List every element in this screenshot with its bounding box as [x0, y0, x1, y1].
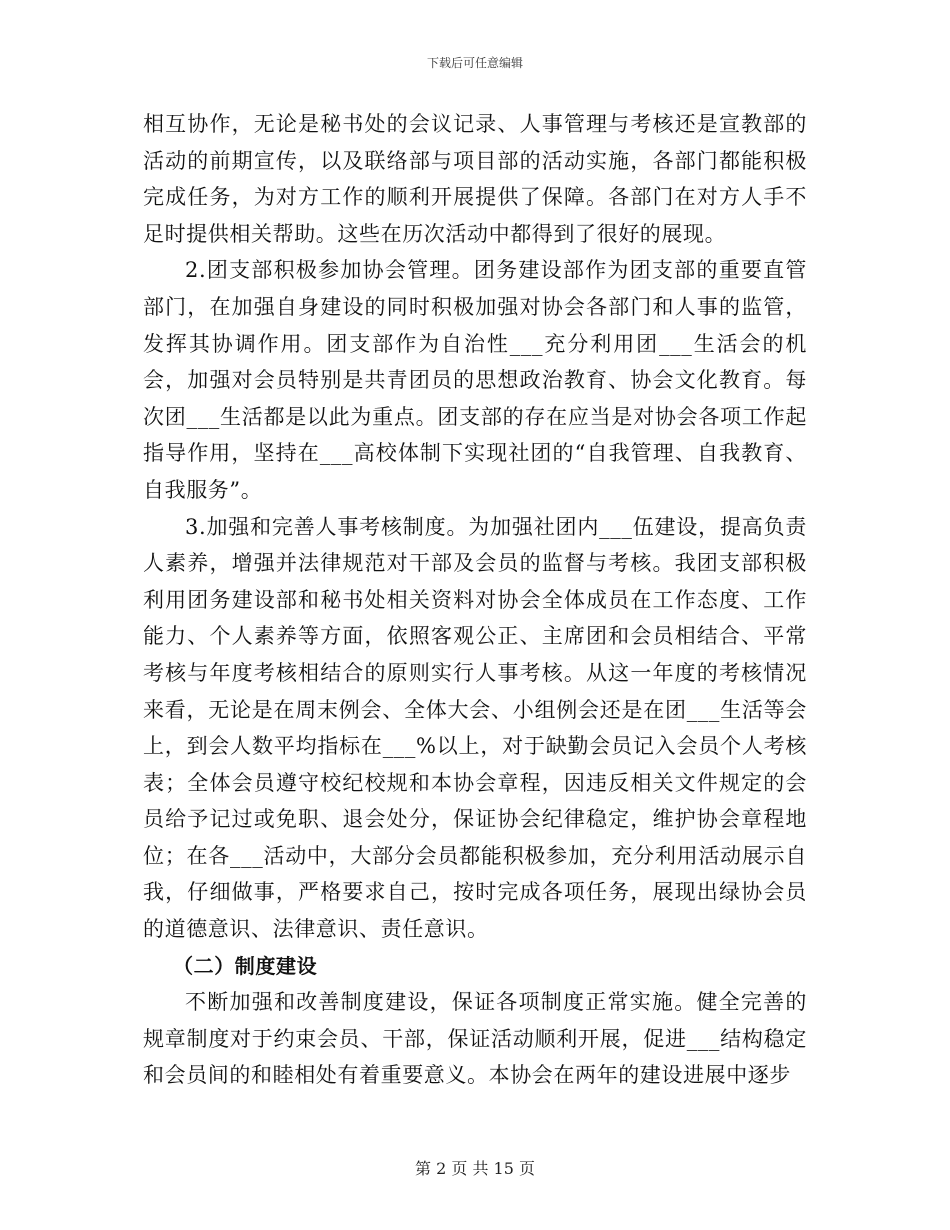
- paragraph-personnel-assessment: 3.加强和完善人事考核制度。为加强社团内___伍建设，提高负责人素养，增强并法律规范对干部及会员的监督与考核。我团支部积极利用团务建设部和秘书处相关资料对协会全体成员在工作态度、工作能力、个人素养等方面，依照客观公正、主席团和会员相结合、平常考核与年度考核相结合的原则实行人事考核。从这一年度的考核情况来看，无论是在周末例会、全体大会、小组例会还是在团___生活等会上，到会人数平均指标在___%以上，对于缺勤会员记入会员个人考核表；全体会员遵守校纪校规和本协会章程，因违反相关文件规定的会员给予记过或免职、退会处分，保证协会纪律稳定，维护协会章程地位；在各___活动中，大部分会员都能积极参加，充分利用活动展示自我，仔细做事，严格要求自己，按时完成各项任务，展现出绿协会员的道德意识、法律意识、责任意识。: [143, 514, 807, 942]
- section-heading-system-building: （二）制度建设: [173, 953, 318, 978]
- document-body: [143, 106, 807, 1094]
- paragraph-system-building: 不断加强和改善制度建设，保证各项制度正常实施。健全完善的规章制度对于约束会员、干部，保证活动顺利开展，促进___结构稳定和会员间的和睦相处有着重要意义。本协会在两年的建设进展中逐步: [143, 990, 807, 1088]
- paragraph-continuation: 相互协作，无论是秘书处的会议记录、人事管理与考核还是宣教部的活动的前期宣传，以及联络部与项目部的活动实施，各部门都能积极完成任务，为对方工作的顺利开展提供了保障。各部门在对方人手不足时提供相关帮助。这些在历次活动中都得到了很好的展现。: [143, 112, 807, 246]
- paragraph-league-branch: 2.团支部积极参加协会管理。团务建设部作为团支部的重要直管部门，在加强自身建设的同时积极加强对协会各部门和人事的监管，发挥其协调作用。团支部作为自治性___充分利用团___生活会的机会，加强对会员特别是共青团员的思想政治教育、协会文化教育。每次团___生活都是以此为重点。团支部的存在应当是对协会各项工作起指导作用，坚持在___高校体制下实现社团的“自我管理、自我教育、自我服务”。: [143, 258, 807, 502]
- page-header-note: 下载后可任意编辑: [426, 56, 523, 70]
- page-number-footer: 第 2 页 共 15 页: [415, 1159, 535, 1178]
